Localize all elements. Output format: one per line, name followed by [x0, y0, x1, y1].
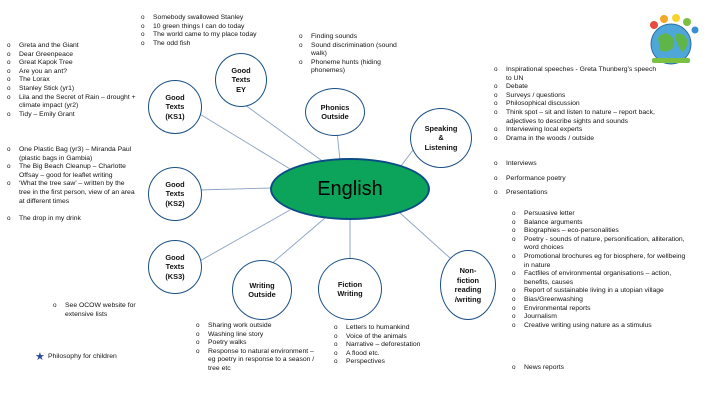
- node-phonics-outside: [305, 88, 365, 136]
- list-phonics: [298, 33, 398, 76]
- list-item: o Journalism: [511, 313, 691, 322]
- list-item: o Poetry walks: [195, 339, 321, 348]
- list-item: o Are you an ant?: [6, 68, 144, 77]
- globe-logo: [640, 10, 702, 68]
- center-label: English: [317, 177, 383, 200]
- list-item: o Persuasive letter: [511, 210, 691, 219]
- list-item: o The drop in my drink: [6, 215, 138, 224]
- node-good-texts-ks1: [148, 80, 202, 134]
- list-item: o Great Kapok Tree: [6, 59, 144, 68]
- list-item: o ‘What the tree saw’ – written by the tree in the first person, view of an area at different times: [6, 180, 138, 206]
- list-item: o Lila and the Secret of Rain – drought + climate impact (yr2): [6, 94, 144, 111]
- list-item: o Sharing work outside: [195, 322, 321, 331]
- list-item: o Stanley Stick (yr1): [6, 85, 144, 94]
- list-item: o Report of sustainable living in a utopian village: [511, 287, 691, 296]
- list-item: o Narrative – deforestation: [333, 341, 463, 350]
- list-item: o Finding sounds: [298, 33, 398, 42]
- list-item: o Environmental reports: [511, 305, 691, 314]
- philosophy-label: Philosophy for children: [48, 353, 117, 360]
- list-item: o Somebody swallowed Stanley: [140, 14, 290, 23]
- connector-nonfiction: [400, 213, 450, 258]
- list-item: o See OCOW website for extensive lists: [52, 302, 162, 319]
- list-item: o Think spot – sit and listen to nature – report back, adjectives to describe sights and sounds: [493, 109, 659, 126]
- node-label: Writing Outside: [248, 280, 276, 299]
- list-item: o Biographies – eco-personalities: [511, 227, 691, 236]
- list-non-fiction-last: [511, 364, 661, 373]
- list-item: o Voice of the animals: [333, 333, 463, 342]
- connector-writing: [270, 218, 325, 265]
- list-non-fiction: [511, 210, 691, 330]
- node-writing-outside: [232, 260, 292, 320]
- node-label: Good Texts EY: [231, 65, 251, 94]
- list-item: o Debate: [493, 83, 659, 92]
- list-item: o A flood etc.: [333, 350, 463, 359]
- list-speaking-more: [493, 160, 659, 204]
- connector-ks2: [198, 188, 272, 190]
- list-item: o Interviews: [493, 160, 659, 169]
- node-label: Non- fiction reading /writing: [454, 266, 482, 304]
- node-non-fiction: [440, 250, 496, 320]
- list-ey: [140, 14, 290, 48]
- center-topic: [270, 158, 430, 220]
- node-good-texts-ey: [215, 53, 267, 107]
- list-item: o Philosophical discussion: [493, 100, 659, 109]
- list-speaking: [493, 66, 659, 143]
- list-item: o Tidy – Emily Grant: [6, 111, 144, 120]
- list-item: o Dear Greenpeace: [6, 51, 144, 60]
- list-item: o Creative writing using nature as a stimulus: [511, 322, 691, 331]
- connector-phonics: [337, 132, 340, 160]
- list-item: o Response to natural environment – eg poetry in response to a season / tree etc: [195, 348, 321, 374]
- list-item: o Factfiles of environmental organisations – action, benefits, causes: [511, 270, 691, 287]
- connector-ks3: [198, 210, 290, 262]
- list-writing-outside: [195, 322, 321, 374]
- list-item: o Performance poetry: [493, 175, 659, 184]
- list-item: o The Lorax: [6, 76, 144, 85]
- list-ks2: [6, 146, 138, 224]
- list-ks3: [52, 302, 162, 319]
- list-item: o Phoneme hunts (hiding phonemes): [298, 59, 398, 76]
- node-good-texts-ks2: [148, 167, 202, 221]
- list-item: o Perspectives: [333, 358, 463, 367]
- list-ks1: [6, 42, 144, 119]
- list-item: o Drama in the woods / outside: [493, 135, 659, 144]
- list-item: o News reports: [511, 364, 661, 373]
- list-item: o Balance arguments: [511, 219, 691, 228]
- node-label: Phonics Outside: [320, 102, 350, 121]
- list-item: o Presentations: [493, 189, 659, 198]
- list-item: o Inspirational speeches - Greta Thunberg’s speech to UN: [493, 66, 659, 83]
- list-item: o Bias/Greenwashing: [511, 296, 691, 305]
- list-item: o Poetry - sounds of nature, personification, alliteration, word choices: [511, 236, 691, 253]
- node-speaking-listening: [410, 108, 472, 168]
- list-item: o 10 green things I can do today: [140, 23, 290, 32]
- list-item: o The world came to my place today: [140, 31, 290, 40]
- list-fiction-writing: [333, 324, 463, 367]
- node-good-texts-ks3: [148, 240, 202, 294]
- node-label: Fiction Writing: [337, 279, 363, 298]
- list-item: o Letters to humankind: [333, 324, 463, 333]
- list-item: o The odd fish: [140, 40, 290, 49]
- list-item: o Greta and the Giant: [6, 42, 144, 51]
- list-item: o Promotional brochures eg for biosphere, for wellbeing in nature: [511, 253, 691, 270]
- list-item: o One Plastic Bag (yr3) – Miranda Paul (plastic bags in Gambia): [6, 146, 138, 163]
- node-label: Good Texts (KS1): [165, 92, 185, 121]
- list-item: o Interviewing local experts: [493, 126, 659, 135]
- star-icon: ★: [35, 351, 45, 363]
- node-label: Good Texts (KS2): [165, 179, 185, 208]
- list-item: o Sound discrimination (sound walk): [298, 42, 398, 59]
- list-item: o Surveys / questions: [493, 92, 659, 101]
- node-fiction-writing: [318, 258, 382, 320]
- connector-ks1: [198, 113, 300, 175]
- node-label: Speaking & Listening: [424, 123, 458, 152]
- node-label: Good Texts (KS3): [165, 252, 185, 281]
- list-item: o The Big Beach Cleanup – Charlotte Offsay – good for leaflet writing: [6, 163, 138, 180]
- list-item: o Washing line story: [195, 331, 321, 340]
